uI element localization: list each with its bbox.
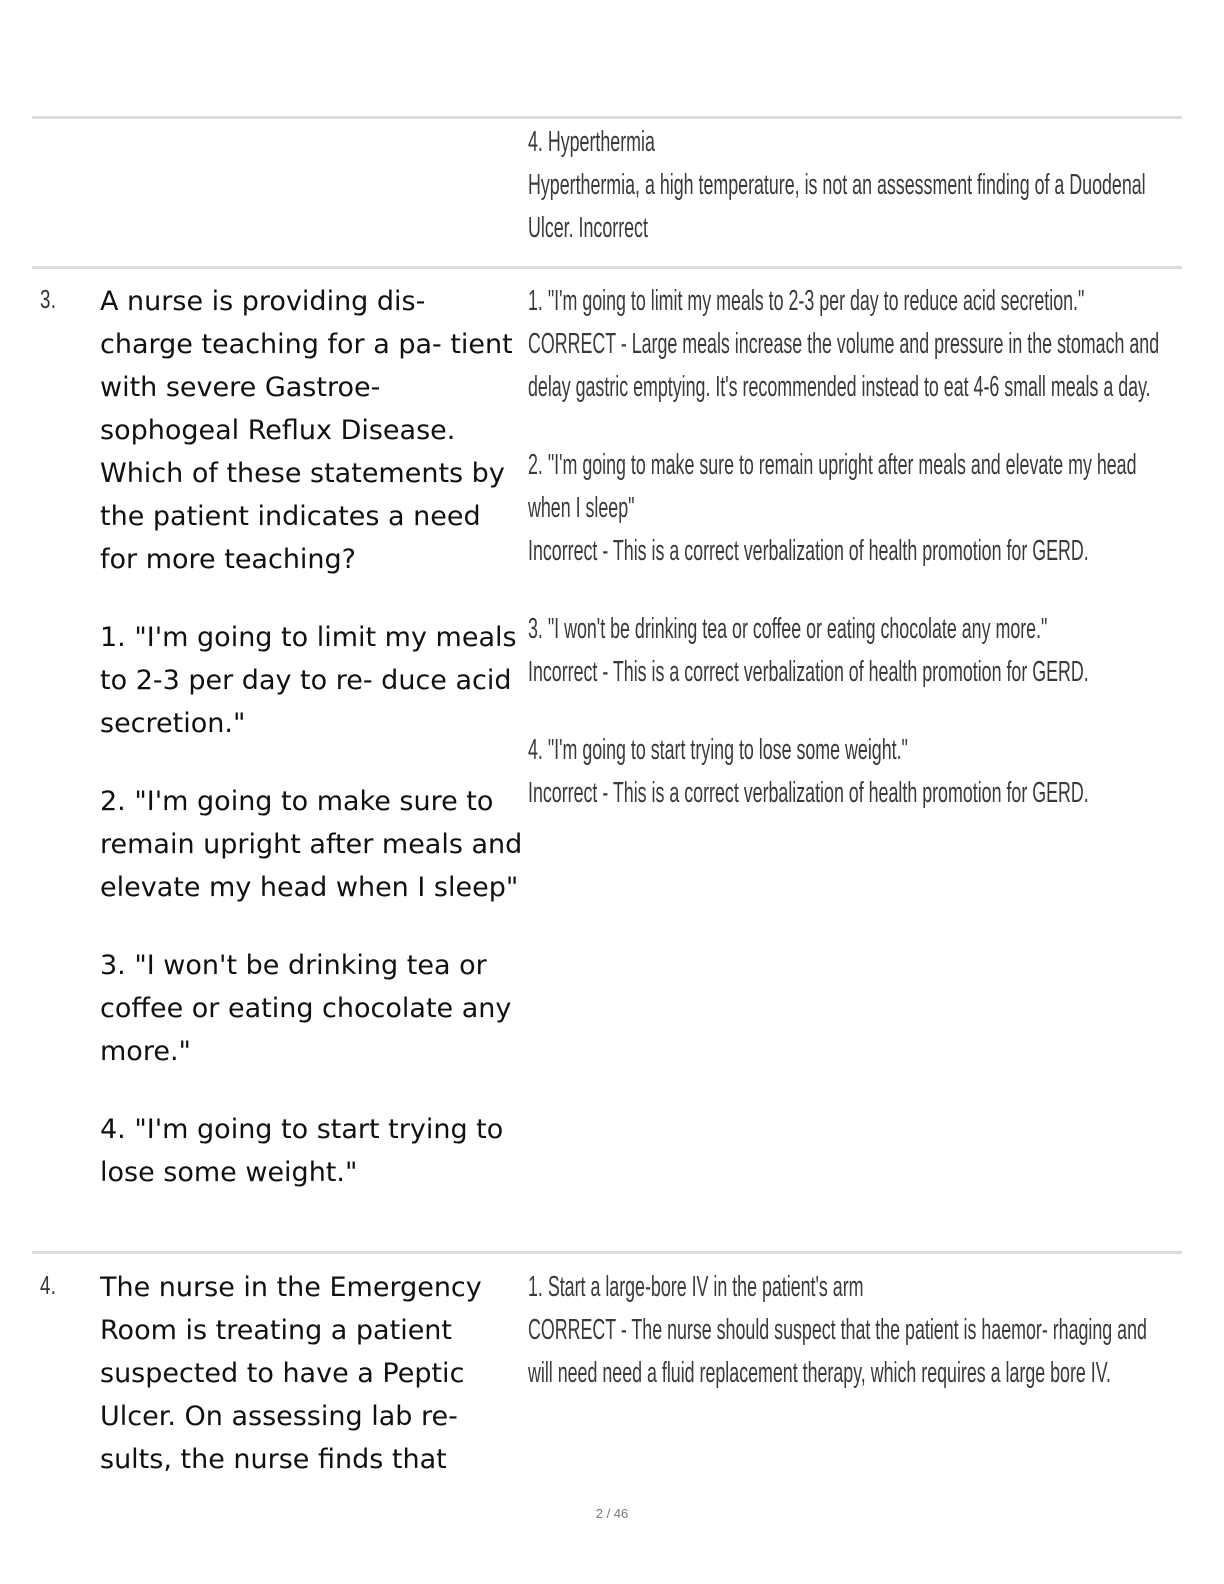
question-3-text bbox=[100, 280, 525, 1194]
question-3-answers bbox=[528, 280, 1174, 815]
q4-answer-1-option: 1. Start a large-bore IV in the patient's arm bbox=[528, 1271, 864, 1303]
q2-answer-4 bbox=[528, 121, 1174, 250]
q3-answer-4-option: 4. "I'm going to start trying to lose some weight." bbox=[528, 734, 908, 766]
q3-answer-2-feedback: Incorrect - This is a correct verbalization of health promotion for GERD. bbox=[528, 535, 1089, 567]
q3-answer-1-feedback: CORRECT - Large meals increase the volume and pressure in the stomach and delay gastric emptying. It's recommended instead to eat 4-6 small meals a day. bbox=[528, 328, 1160, 403]
question-3-option-3: 3. "I won't be drinking tea or coffee or eating chocolate any more." bbox=[100, 950, 512, 1067]
question-4-stem: The nurse in the Emergency Room is treating a patient suspected to have a Peptic Ulcer. On assessing lab re- sults, the nurse finds that bbox=[100, 1272, 482, 1475]
question-3-number: 3. bbox=[40, 284, 57, 314]
top-divider bbox=[32, 116, 1182, 119]
q3-answer-3-feedback: Incorrect - This is a correct verbalization of health promotion for GERD. bbox=[528, 656, 1089, 688]
q3-answer-4-feedback: Incorrect - This is a correct verbalization of health promotion for GERD. bbox=[528, 777, 1089, 809]
question-3-stem: A nurse is providing dis- charge teaching for a pa- tient with severe Gastroe- sophogeal Reflux Disease. Which of these statements by the patient indicates a need for more teaching? bbox=[100, 286, 513, 575]
divider-q3 bbox=[32, 266, 1182, 269]
q3-answer-1-option: 1. "I'm going to limit my meals to 2-3 per day to reduce acid secretion." bbox=[528, 285, 1085, 317]
q3-answer-3-option: 3. "I won't be drinking tea or coffee or eating chocolate any more." bbox=[528, 613, 1048, 645]
page-number: 2 / 46 bbox=[595, 1506, 629, 1521]
question-3-option-2: 2. "I'm going to make sure to remain upright after meals and elevate my head when I sleep" bbox=[100, 786, 523, 903]
question-3-option-1: 1. "I'm going to limit my meals to 2-3 per day to re- duce acid secretion." bbox=[100, 622, 517, 739]
question-4-text bbox=[100, 1266, 525, 1481]
divider-q4 bbox=[32, 1251, 1182, 1254]
question-3-option-4: 4. "I'm going to start trying to lose some weight." bbox=[100, 1114, 504, 1188]
q3-answer-2-option: 2. "I'm going to make sure to remain upright after meals and elevate my head when I sleep" bbox=[528, 449, 1137, 524]
q4-answer-1-feedback: CORRECT - The nurse should suspect that the patient is haemor- rhaging and will need need a fluid replacement therapy, which requires a large bore IV. bbox=[528, 1314, 1147, 1389]
question-4-number: 4. bbox=[40, 1270, 57, 1300]
q2-answer-4-feedback: Hyperthermia, a high temperature, is not an assessment finding of a Duodenal Ulcer. Incorrect bbox=[528, 169, 1146, 244]
question-4-answers bbox=[528, 1266, 1174, 1395]
q2-answer-4-option: 4. Hyperthermia bbox=[528, 126, 655, 158]
